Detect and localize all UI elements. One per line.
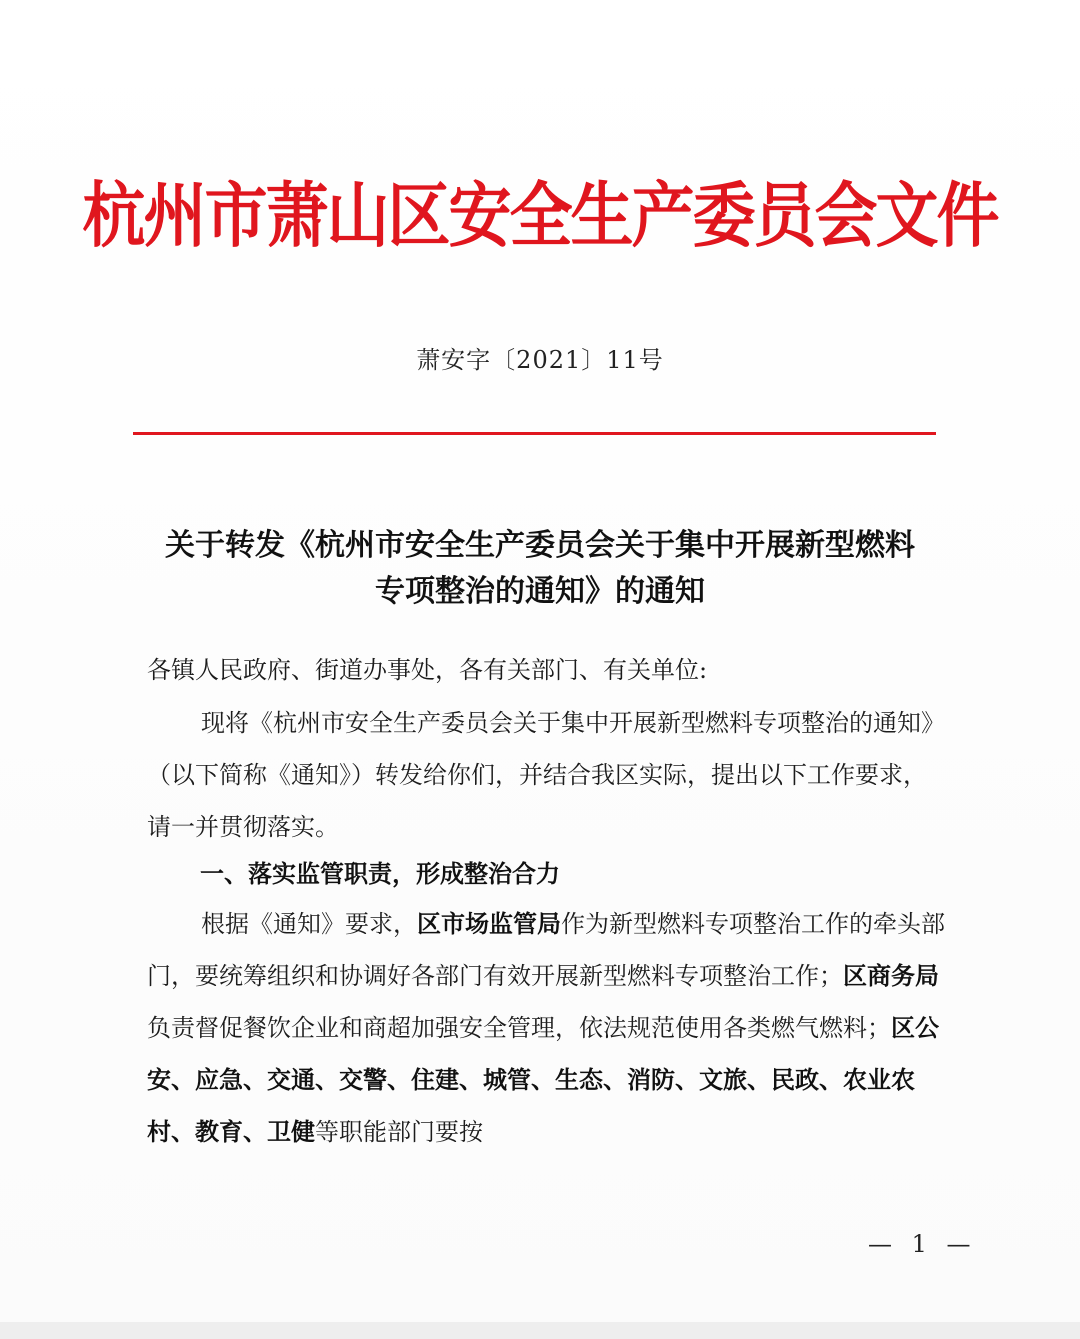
bold-dept-commerce: 区商务局 bbox=[843, 962, 939, 990]
page-number: — 1 — bbox=[868, 1230, 977, 1258]
page-bottom-edge bbox=[0, 1322, 1080, 1339]
paragraph-1-text: 现将《杭州市安全生产委员会关于集中开展新型燃料专项整治的通知》（以下简称《通知》）转发给你们，并结合我区实际，提出以下工作要求，请一并贯彻落实。 bbox=[147, 709, 945, 841]
section-1-heading: 一、落实监管职责，形成整治合力 bbox=[200, 860, 560, 888]
red-divider-line bbox=[133, 432, 936, 435]
paragraph-2 bbox=[147, 898, 947, 1158]
salutation: 各镇人民政府、街道办事处，各有关部门、有关单位: bbox=[147, 656, 708, 684]
document-number: 萧安字〔2021〕11号 bbox=[416, 346, 664, 374]
paragraph-2-text-2: 作为新型燃料专项整治工作的牵头部门，要统筹组织和协调好各部门有效开展新型燃料专项整治工作； bbox=[147, 910, 945, 990]
document-title-line-1: 关于转发《杭州市安全生产委员会关于集中开展新型燃料 bbox=[165, 528, 915, 563]
paragraph-2-text-3: 负责督促餐饮企业和商超加强安全管理，依法规范使用各类燃气燃料； bbox=[147, 1014, 891, 1042]
bold-dept-list: 区公安、应急、交通、交警、住建、城管、生态、消防、文旅、民政、农业农村、教育、卫健 bbox=[147, 1014, 939, 1146]
paragraph-2-text-4: 等职能部门要按 bbox=[315, 1118, 483, 1146]
paragraph-1 bbox=[147, 697, 947, 853]
bold-dept-market-regulation: 区市场监管局 bbox=[417, 910, 561, 938]
paragraph-2-text-1: 根据《通知》要求， bbox=[201, 910, 417, 938]
issuer-header: 杭州市萧山区安全生产委员会文件 bbox=[82, 174, 998, 257]
document-title-line-2: 专项整治的通知》的通知 bbox=[375, 574, 705, 609]
